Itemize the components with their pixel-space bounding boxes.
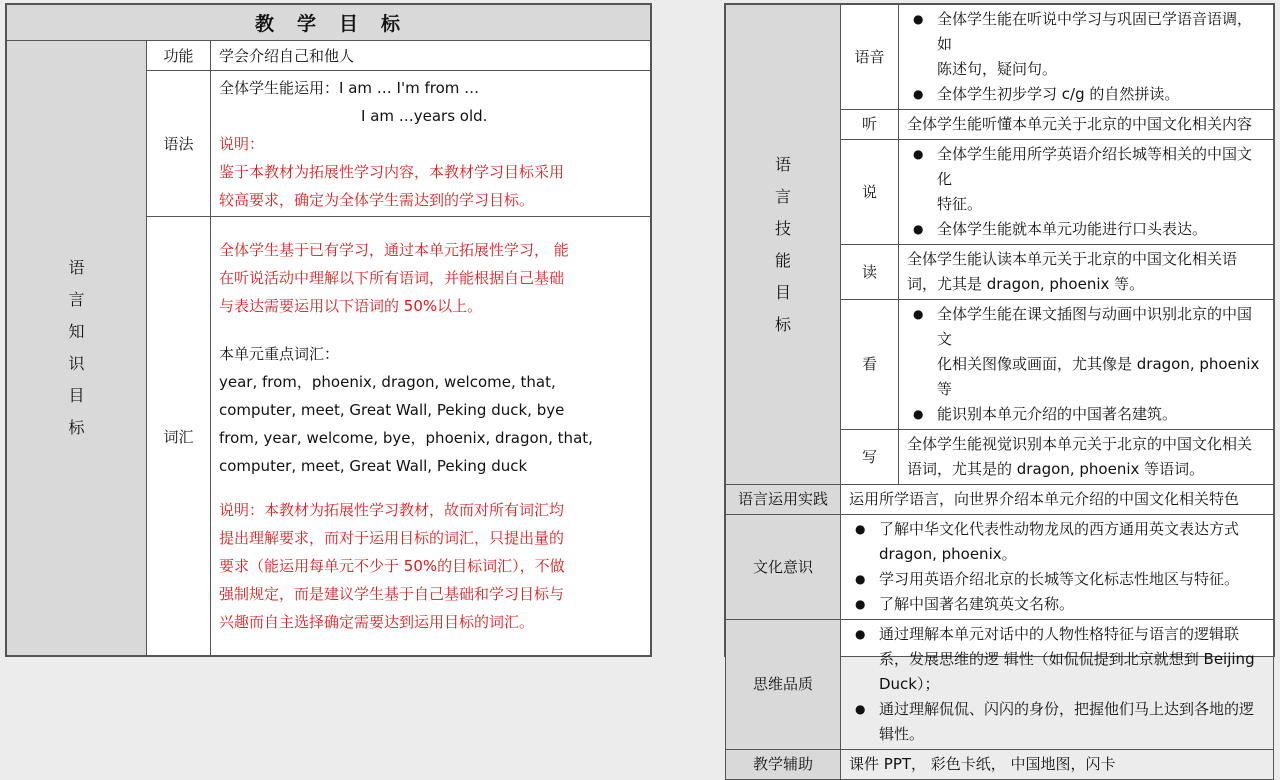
reading-line-1: 全体学生能认读本单元关于北京的中国文化相关语 [907, 250, 1238, 268]
label-writing: 写 [841, 430, 899, 485]
label-grammar: 语法 [147, 71, 211, 217]
culture-content [841, 515, 1274, 620]
culture-bullet-3: ● 了解中国著名建筑英文名称。 [849, 592, 1265, 617]
label-reading: 读 [841, 245, 899, 300]
label-culture: 文化意识 [726, 515, 841, 620]
grammar-note-2: 较高要求，确定为全体学生需达到的学习目标。 [219, 190, 535, 209]
view-bullet-2: ● 能识别本单元介绍的中国著名建筑。 [907, 402, 1265, 427]
grammar-line-1: 全体学生能运用：I am … I'm from … [219, 78, 480, 97]
vocab-red-2: 在听说活动中理解以下所有语词，并能根据自己基础 [219, 269, 565, 288]
thinking-bullet-2a: 通过理解侃侃、闪闪的身份，把握他们马上达到各地的逻 [879, 700, 1255, 718]
vocab-key-title: 本单元重点词汇： [219, 345, 340, 364]
writing-content [899, 430, 1274, 485]
teaching-aids-content: 课件 PPT， 彩色卡纸， 中国地图，闪卡 [841, 750, 1274, 780]
vocab-note-5: 兴趣而自主选择确定需要达到运用目标的词汇。 [219, 613, 535, 632]
view-bullet-1a: 全体学生能在课文插图与动画中识别北京的中国文 [937, 305, 1253, 348]
vocab-note-4: 强制规定，而是建议学生基于自己基础和学习目标与 [219, 585, 565, 604]
speak-bullet-1a: 全体学生能用所学英语介绍长城等相关的中国文化 [937, 145, 1253, 188]
label-teaching-aids: 教学辅助 [726, 750, 841, 780]
label-vocabulary: 词汇 [147, 217, 211, 656]
label-speaking: 说 [841, 140, 899, 245]
grammar-note-title: 说明： [219, 134, 265, 153]
thinking-bullet-1a: 通过理解本单元对话中的人物性格特征与语言的逻辑联 [879, 625, 1240, 643]
grammar-note-1: 鉴于本教材为拓展性学习内容，本教材学习目标采用 [219, 162, 565, 181]
function-content: 学会介绍自己和他人 [211, 41, 651, 71]
thinking-bullet-1b: 系，发展思维的逻 辑性（如侃侃提到北京就想到 Beijing [879, 650, 1255, 668]
label-function: 功能 [147, 41, 211, 71]
label-viewing: 看 [841, 300, 899, 430]
vocab-words-4: computer, meet, Great Wall, Peking duck [219, 457, 528, 476]
grammar-line-2: I am …years old. [361, 106, 488, 125]
pron-bullet-2: ● 全体学生初步学习 c/g 的自然拼读。 [907, 82, 1265, 107]
vocab-words-2: computer, meet, Great Wall, Peking duck, bye [219, 401, 565, 420]
table-title: 教 学 目 标 [7, 5, 651, 41]
reading-content [899, 245, 1274, 300]
vocab-red-3: 与表达需要运用以下语词的 50%以上。 [219, 297, 483, 316]
section-language-skills: 语 言 技 能 目 标 [726, 5, 841, 485]
culture-bullet-1a: 了解中华文化代表性动物龙凤的西方通用英文表达方式 [879, 520, 1240, 538]
vocab-words-3: from, year, welcome, bye，phoenix, dragon, that, [219, 429, 593, 448]
thinking-bullet-1c: Duck）； [879, 675, 940, 693]
vocab-note-2: 提出理解要求，而对于运用目标的词汇，只提出量的 [219, 529, 565, 548]
label-thinking: 思维品质 [726, 620, 841, 750]
vocabulary-content [211, 217, 651, 656]
culture-bullet-2: ● 学习用英语介绍北京的长城等文化标志性地区与特征。 [849, 567, 1265, 592]
right-objectives-table [724, 3, 1275, 773]
practice-content: 运用所学语言，向世界介绍本单元介绍的中国文化相关特色 [841, 485, 1274, 515]
speaking-content [899, 140, 1274, 245]
view-bullet-1b: 化相关图像或画面，尤其像是 dragon, phoenix 等 [937, 355, 1260, 398]
grammar-content [211, 71, 651, 217]
label-practice: 语言运用实践 [726, 485, 841, 515]
reading-line-2: 词，尤其是 dragon, phoenix 等。 [907, 275, 1145, 293]
vocab-red-1: 全体学生基于已有学习，通过本单元拓展性学习， 能 [219, 241, 569, 260]
label-pronunciation: 语音 [841, 5, 899, 110]
vocab-note-1: 说明：本教材为拓展性学习教材，故而对所有词汇均 [219, 501, 565, 520]
speak-bullet-2: ● 全体学生能就本单元功能进行口头表达。 [907, 217, 1265, 242]
listening-content: 全体学生能听懂本单元关于北京的中国文化相关内容 [899, 110, 1274, 140]
writing-line-2: 语词，尤其是的 dragon, phoenix 等语词。 [907, 460, 1205, 478]
writing-line-1: 全体学生能视觉识别本单元关于北京的中国文化相关 [907, 435, 1253, 453]
pron-bullet-1b: 陈述句，疑问句。 [937, 60, 1058, 78]
left-objectives-table [5, 3, 652, 657]
pron-bullet-1a: 全体学生能在听说中学习与巩固已学语音语调，如 [937, 10, 1253, 53]
speak-bullet-1b: 特征。 [937, 195, 983, 213]
label-listening: 听 [841, 110, 899, 140]
pronunciation-content [899, 5, 1274, 110]
vocab-note-3: 要求（能运用每单元不少于 50%的目标词汇），不做 [219, 557, 565, 576]
thinking-content [841, 620, 1274, 750]
viewing-content [899, 300, 1274, 430]
culture-bullet-1b: dragon, phoenix。 [879, 545, 1017, 563]
section-language-knowledge: 语 言 知 识 目 标 [7, 41, 147, 656]
vocab-words-1: year, from，phoenix, dragon, welcome, that, [219, 373, 556, 392]
thinking-bullet-2b: 辑性。 [879, 725, 925, 743]
